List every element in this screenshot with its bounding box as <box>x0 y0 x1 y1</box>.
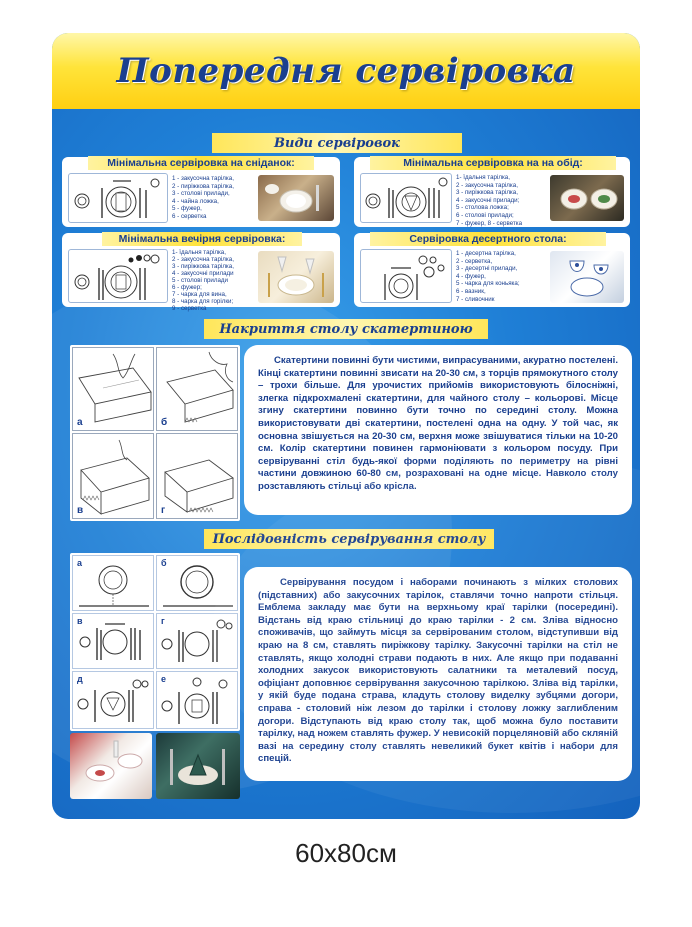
section-title-tablecloth: Накриття столу скатертиною <box>204 319 488 339</box>
legend-item: 6 - серветка <box>172 212 207 220</box>
section-title-sequence: Послідовність сервірування столу <box>204 529 494 549</box>
legend-item: 9 - серветка <box>172 305 207 312</box>
page-title: Попередня сервіровка <box>116 51 576 91</box>
title-banner <box>52 33 640 109</box>
step-letter: а <box>77 558 83 568</box>
legend-item: 7 - фужер, 8 - серветка <box>456 219 523 227</box>
legend-item: 2 - закусочна тарілка, <box>172 256 234 263</box>
lunch-table-photo <box>550 175 624 221</box>
legend-item: 4 - закусочні прилади; <box>456 196 520 204</box>
legend-item: 4 - чайна ложка, <box>172 197 219 205</box>
serving-diagram <box>68 173 168 223</box>
section-title-types: Види сервіровок <box>212 133 462 153</box>
legend-item: 3 - пиріжкова тарілка, <box>172 263 234 270</box>
tablecloth-text: Скатертини повинні бути чистими, випрасуваними, акуратно постелені. Кінці скатертини повинні звисати на 20-30 см, з торців прямокутного столу – трохи більше. Для урочистих прийомів використовують білосніжні, злегка підкрохмалені скатертини, для чайного столу – кольорові. Місце згину скатертини повинно бути точно по середині столу. Можна використовувати дві скатертини, постелені одна на одну. У той час, як основна звішується на 20-30 см, верхня може звішуватися тільки на 10-20 см. Колір скатертини повинен гармоніювати з кольором посуду. При сервіруванні стіл будь-якої форми поділяють по периметру на рівні частини довжиною 60-80 см, розраховані на одне місце. Навколо столу розставляють стільці або крісла. <box>258 355 618 492</box>
legend-item: 3 - столові прилади, <box>172 190 230 198</box>
step-letter: г <box>161 616 165 626</box>
tablecloth-text-card <box>244 345 632 515</box>
tablecloth-step-a <box>72 347 154 431</box>
tablecloth-step-b <box>156 347 238 431</box>
serving-legend <box>456 174 522 227</box>
tablecloth-step-c <box>72 433 154 519</box>
sequence-step-e <box>72 671 154 729</box>
legend-item: 4 - фужер, <box>456 272 486 280</box>
step-letter: г <box>161 505 166 516</box>
legend-item: 6 - вазник, <box>456 287 486 295</box>
legend-item: 8 - чарка для горілки; <box>172 298 234 305</box>
sequence-step-a <box>72 555 154 611</box>
dessert-table-photo <box>550 251 624 303</box>
poster-size-label: 60x80см <box>295 838 397 868</box>
served-table-photo-2 <box>156 733 240 799</box>
legend-item: 2 - пиріжкова тарілка, <box>172 182 234 190</box>
serving-card-dessert <box>354 233 630 307</box>
serving-card-evening <box>62 233 340 312</box>
legend-item: 1 - закусочна тарілка, <box>172 175 234 182</box>
serving-legend <box>172 175 234 221</box>
step-letter: д <box>77 674 83 684</box>
legend-item: 3 - десертні прилади, <box>456 265 518 273</box>
legend-item: 5 - фужер, <box>172 205 202 213</box>
legend-item: 1- їдальня тарілка, <box>172 249 226 256</box>
serving-title: Мінімальна сервіровка на на обід: <box>370 156 616 170</box>
legend-item: 3 - пиріжкова тарілка, <box>456 189 518 197</box>
sequence-step-d <box>156 613 238 669</box>
serving-diagram <box>68 249 168 303</box>
serving-card-breakfast <box>62 157 340 227</box>
legend-item: 7 - сливочник <box>456 295 495 303</box>
legend-item: 2 - закусочна тарілка, <box>456 181 518 189</box>
serving-card-lunch <box>354 157 630 227</box>
evening-table-photo <box>258 251 334 303</box>
serving-diagram <box>360 249 452 303</box>
serving-title: Мінімальна сервіровка на сніданок: <box>88 156 314 170</box>
serving-title: Сервіровка десертного стола: <box>370 232 606 246</box>
serving-diagram <box>360 173 452 223</box>
tablecloth-step-d <box>156 433 238 519</box>
step-letter: е <box>161 674 167 684</box>
step-letter: а <box>77 417 83 428</box>
sequence-text: Сервірування посудом і наборами починають з мілких столових (підставних) або закусочних тарілок, ставлячи точно напроти стільця. Емблема закладу має бути на верхньому краї тарілки (посередині). Відстань від краю стільниці до краю тарілки - 2 см. Зліва відносно споживачів, що займуть місця за сервірованим столом, відступивши від краю на 8 см, ставлять пиріжкову тарілку. Закусочні тарілки на стіл не ставлять, якщо холодні страви подають в них. Але якщо при подаванні холодних закусок використовують салатники та металевий посуд, офіціант доповнює сервірування закусочною тарілкою. Зліва від тарілки, у якій буде подана страва, кладуть столову виделку зубцями догори, справа - столовий ніж лезом до тарілки і столову ложку заглибленим догори. Відступають від краю столу так, щоб можна було поставити тарілку, над ножем ставлять фужер. У невисокій порцеляновій або скляній вазі на середину столу ставлять невеликий букет квітів і набори для спецій. <box>258 577 618 765</box>
legend-item: 1- їдальня тарілка, <box>456 174 510 181</box>
legend-item: 7 - чарка для вина, <box>172 291 227 298</box>
breakfast-table-photo <box>258 175 334 221</box>
serving-title: Мінімальна вечірня сервіровка: <box>102 232 302 246</box>
tablecloth-illustrations <box>70 345 240 521</box>
legend-item: 6 - столові прилади; <box>456 211 514 219</box>
sequence-text-card <box>244 567 632 781</box>
sequence-step-f <box>156 671 238 729</box>
step-letter: б <box>161 417 168 428</box>
legend-item: 2 - серветка, <box>456 257 493 265</box>
legend-item: 1 - десертна тарілка, <box>456 250 516 257</box>
serving-legend <box>172 249 234 312</box>
poster-board <box>52 33 640 819</box>
sequence-illustrations <box>70 553 240 731</box>
served-table-photo-1 <box>70 733 152 799</box>
step-letter: б <box>161 558 167 568</box>
sequence-step-b <box>156 555 238 611</box>
legend-item: 5 - чарка для коньяка; <box>456 280 520 288</box>
serving-legend <box>456 250 520 303</box>
legend-item: 4 - закусочні прилади <box>172 270 234 277</box>
sequence-step-c <box>72 613 154 669</box>
step-letter: в <box>77 616 83 626</box>
legend-item: 6 - фужер; <box>172 284 202 291</box>
step-letter: в <box>77 505 84 516</box>
legend-item: 5 - столові прилади <box>172 277 228 284</box>
legend-item: 5 - столова ложка; <box>456 204 509 212</box>
